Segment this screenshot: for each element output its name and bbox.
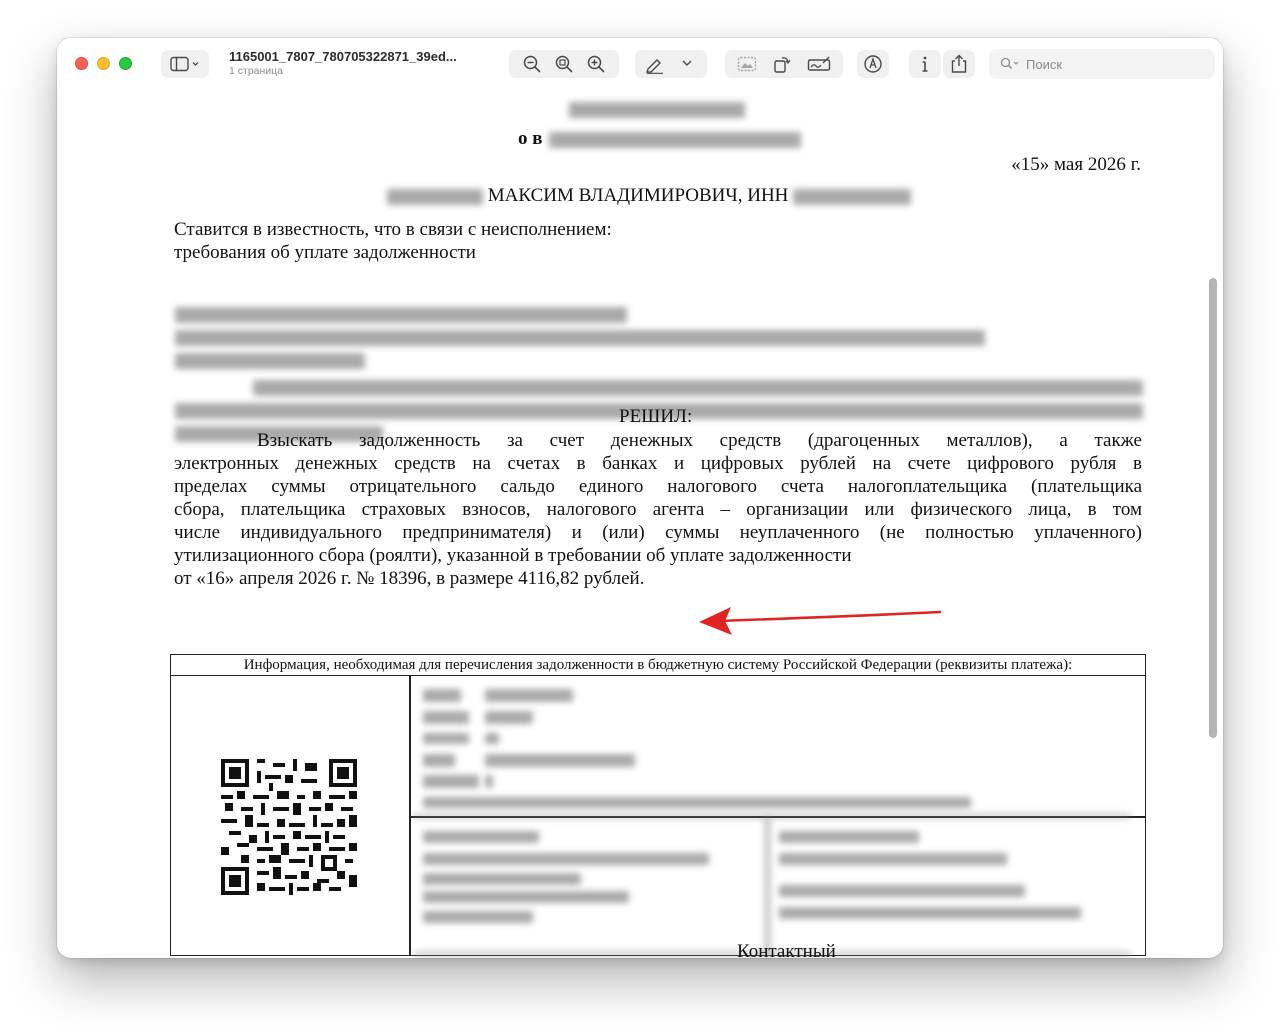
payment-info-header: Информация, необходимая для перечисления задолженности в бюджетную систему Российской Федерации (реквизиты платежа): — [171, 655, 1145, 676]
zoom-window-button[interactable] — [119, 57, 132, 70]
taxpayer-line — [387, 185, 911, 207]
close-window-button[interactable] — [75, 57, 88, 70]
taxpayer-name: МАКСИМ ВЛАДИМИРОВИЧ, ИНН — [487, 185, 789, 206]
document-title: 1165001_7807_780705322871_39ed... — [229, 49, 457, 64]
decision-line-2: электронных денежных средств на счетах в банках и цифровых рублей на счете цифрового рубля в — [174, 453, 1142, 474]
decision-line-5: числе индивидуального предпринимателя) и (или) суммы неуплаченного (не полностью уплаченного) — [174, 522, 1142, 543]
zoom-out-button[interactable] — [522, 54, 542, 74]
notice-line-2: требования об уплате задолженности — [174, 242, 476, 263]
qr-code — [221, 759, 357, 895]
page-count: 1 страница — [229, 65, 284, 77]
inn-redacted — [793, 189, 911, 205]
sidebar-toggle-button[interactable] — [161, 50, 209, 78]
subheading-redacted — [549, 132, 801, 148]
decision-amount-line: от «16» апреля 2026 г. № 18396, в размере 4116,82 рублей. — [174, 568, 645, 589]
zoom-in-icon — [586, 54, 606, 74]
red-arrow-annotation — [697, 600, 947, 640]
document-title-block — [229, 49, 457, 77]
zoom-in-button[interactable] — [586, 54, 606, 74]
search-icon — [1000, 57, 1020, 71]
contact-label-partial: Контактный — [737, 941, 836, 958]
rotate-button[interactable] — [773, 55, 791, 73]
document-page — [57, 90, 1223, 958]
chevron-down-icon — [676, 58, 698, 70]
preview-window — [57, 38, 1223, 958]
notice-paragraph — [174, 218, 1142, 264]
document-subheading — [518, 128, 801, 150]
zoom-fit-icon — [554, 54, 574, 74]
decision-line-3: пределах суммы отрицательного сальдо единого налогового счета налогоплательщика (плательщика — [174, 476, 1142, 497]
rotate-icon — [773, 55, 791, 73]
edit-tools — [725, 50, 843, 78]
taxpayer-surname-redacted — [387, 189, 483, 205]
minimize-window-button[interactable] — [97, 57, 110, 70]
markup-pen-icon — [644, 54, 666, 74]
sidebar-icon — [170, 56, 200, 72]
sign-icon — [807, 55, 831, 73]
toolbar — [57, 38, 1223, 90]
zoom-controls — [509, 50, 619, 78]
subheading-visible-text: о в — [518, 128, 543, 149]
document-heading-redacted — [569, 98, 745, 120]
zoom-out-icon — [522, 54, 542, 74]
decision-line-4: сбора, плательщика страховых взносов, налогового агента – организации или физического лица, в том — [174, 499, 1142, 520]
info-icon — [919, 54, 931, 74]
payment-info-table — [170, 654, 1146, 956]
annotate-button[interactable] — [857, 50, 889, 78]
decision-body — [174, 429, 1142, 544]
share-icon — [950, 54, 968, 74]
search-placeholder: Поиск — [1026, 56, 1063, 72]
decision-body-end — [174, 544, 1142, 590]
vertical-scrollbar[interactable] — [1209, 278, 1217, 738]
search-field[interactable] — [989, 49, 1215, 79]
info-button[interactable] — [909, 50, 941, 78]
decision-line-6: утилизационного сбора (роялти), указанной в требовании об уплате задолженности — [174, 545, 852, 566]
notice-line-1: Ставится в известность, что в связи с неисполнением: — [174, 219, 612, 240]
share-button[interactable] — [943, 50, 975, 78]
select-image-button[interactable] — [737, 55, 757, 73]
zoom-fit-button[interactable] — [554, 54, 574, 74]
decision-heading: РЕШИЛ: — [619, 406, 693, 427]
document-date: «15» мая 2026 г. — [1011, 154, 1141, 175]
markup-button[interactable] — [635, 50, 707, 78]
select-image-icon — [737, 55, 757, 73]
sign-button[interactable] — [807, 55, 831, 73]
annotate-icon — [863, 54, 883, 74]
decision-line-1: Взыскать задолженность за счет денежных средств (драгоценных металлов), а также — [257, 430, 1142, 451]
